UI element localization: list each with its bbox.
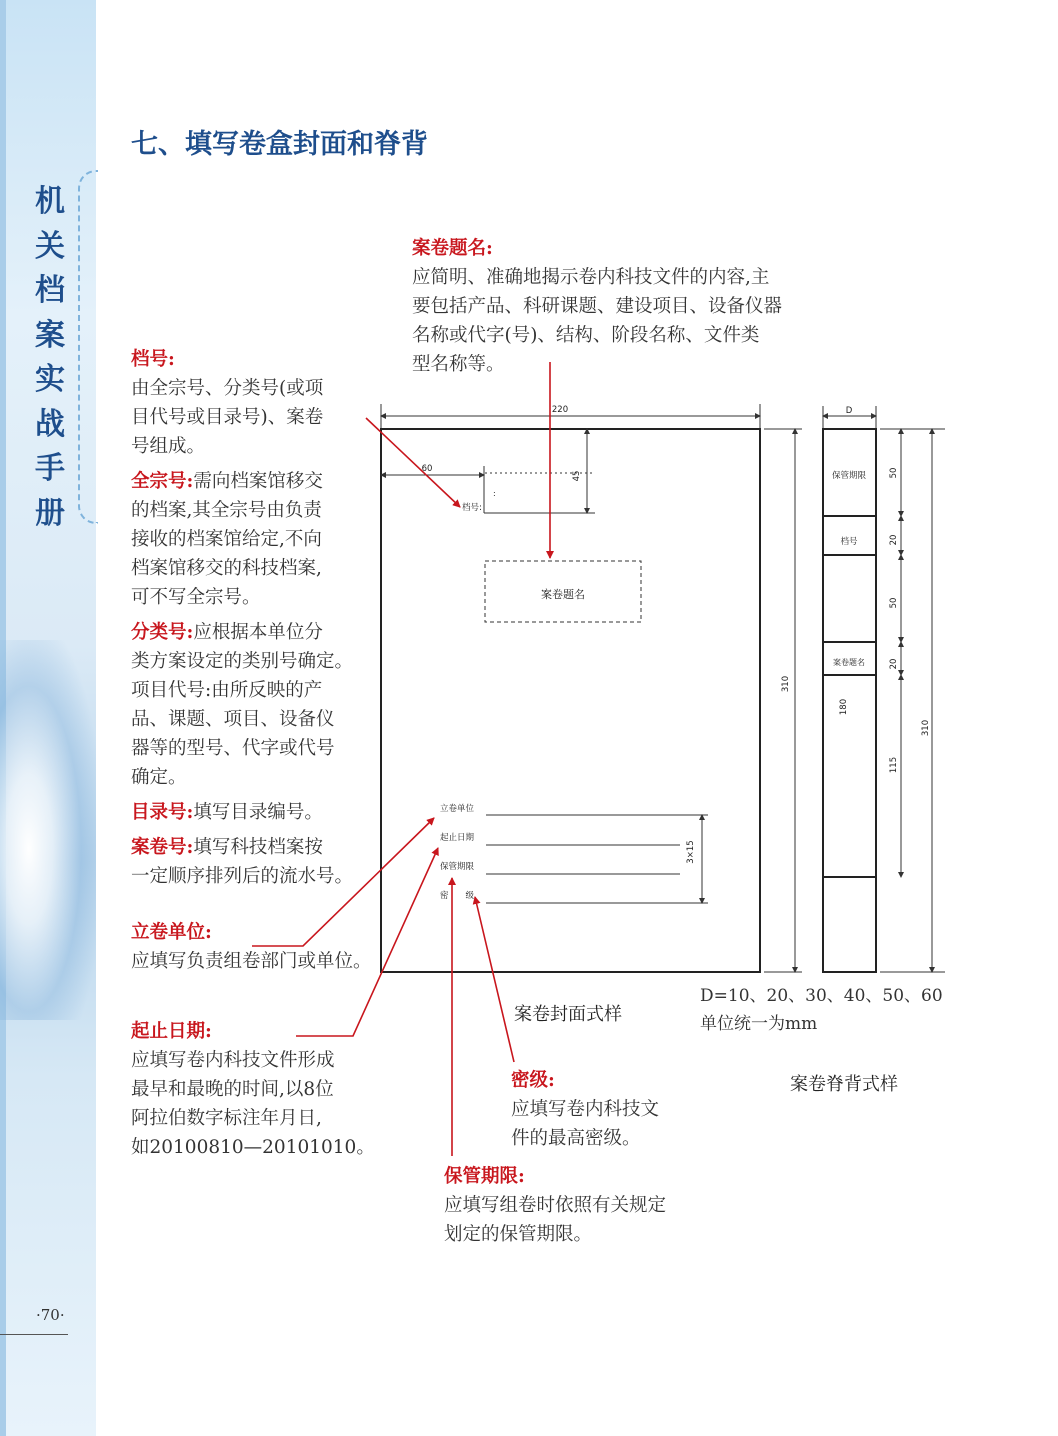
note-line: 应填写组卷时依照有关规定 xyxy=(444,1195,667,1216)
book-title-char: 战 xyxy=(35,406,65,442)
offset-x-label: 60 xyxy=(421,464,433,474)
book-title-char: 手 xyxy=(35,451,65,486)
spine-caption: 案卷脊背式样 xyxy=(790,1074,898,1095)
spine-labels xyxy=(832,406,931,773)
page-title: 七、填写卷盒封面和脊背 xyxy=(131,129,428,160)
note-line: 如20100810—20101010。 xyxy=(131,1137,375,1158)
book-title-char: 案 xyxy=(35,317,65,353)
callout-arrows xyxy=(252,362,550,1156)
note-heading: 案卷号: xyxy=(131,837,194,858)
book-title-char: 机 xyxy=(35,184,65,219)
note-heading: 分类号: xyxy=(131,622,194,643)
spine-outline xyxy=(823,429,876,972)
note-line: 阿拉伯数字标注年月日, xyxy=(131,1108,322,1129)
spine-dim-label: 115 xyxy=(889,756,899,774)
cover-title-box-label: 案卷题名 xyxy=(541,588,585,601)
note-line: 确定。 xyxy=(131,767,187,788)
note-line: 可不写全宗号。 xyxy=(131,587,261,608)
note-line: 的档案,其全宗号由负责 xyxy=(131,500,322,521)
note-line: 号组成。 xyxy=(131,436,206,457)
book-title-char: 档 xyxy=(35,273,65,308)
note-line: 名称或代字(号)、结构、阶段名称、文件类 xyxy=(412,325,760,346)
cover-height-label: 310 xyxy=(781,675,791,693)
note-line: 接收的档案馆给定,不向 xyxy=(131,529,322,550)
arrow-secrecy xyxy=(475,897,514,1062)
cover-row-label: 密 级 xyxy=(440,891,475,901)
book-title-char: 册 xyxy=(35,495,65,531)
colon-mark: : xyxy=(493,489,496,498)
note-heading: 档号: xyxy=(131,349,175,370)
note-heading: 密级: xyxy=(511,1070,555,1091)
note-line: 档案馆移交的科技档案, xyxy=(131,558,322,579)
note-line: 要包括产品、科研课题、建设项目、设备仪器 xyxy=(412,296,783,317)
book-title-char: 关 xyxy=(35,228,65,264)
spine-section-label: 保管期限 xyxy=(831,471,867,481)
offset-y-label: 45 xyxy=(572,470,582,482)
note-heading: 案卷题名: xyxy=(412,238,493,259)
cover-row-label: 立卷单位 xyxy=(440,804,475,814)
note-line: 应根据本单位分 xyxy=(193,622,323,643)
note-heading: 立卷单位: xyxy=(131,922,212,943)
note-line: 类方案设定的类别号确定。 xyxy=(131,651,354,672)
note-line: 型名称等。 xyxy=(412,354,505,375)
cover-outline xyxy=(381,429,760,972)
page-number: ·70· xyxy=(36,1306,65,1324)
note-line: 件的最高密级。 xyxy=(511,1128,641,1149)
spine-note-line: D=10、20、30、40、50、60 xyxy=(700,986,943,1006)
spine-inner-height-label: 180 xyxy=(839,698,849,716)
book-title-char: 实 xyxy=(35,362,65,397)
note-line: 一定顺序排列后的流水号。 xyxy=(131,866,354,887)
spine-dim-label: 20 xyxy=(889,658,899,670)
note-line: 填写目录编号。 xyxy=(193,802,323,823)
cover-width-label: 220 xyxy=(551,405,569,415)
note-line: 填写科技档案按 xyxy=(193,837,323,858)
spine-dim-label: 50 xyxy=(889,597,899,609)
note-line: 应简明、准确地揭示卷内科技文件的内容,主 xyxy=(412,267,770,288)
note-line: 目代号或目录号)、案卷 xyxy=(131,407,324,428)
cover-diagram xyxy=(381,429,760,972)
note-heading: 目录号: xyxy=(131,802,194,823)
page-number-rule xyxy=(0,1334,68,1335)
note-line: 划定的保管期限。 xyxy=(444,1224,593,1245)
cover-labels xyxy=(422,405,791,901)
arrow-unit xyxy=(252,818,434,946)
note-line: 应填写卷内科技文件形成 xyxy=(131,1050,335,1071)
note-heading: 保管期限: xyxy=(444,1166,525,1187)
spine-diagram xyxy=(823,429,876,972)
cover-caption: 案卷封面式样 xyxy=(514,1004,622,1025)
spine-width-label: D xyxy=(845,406,853,416)
spine-dim-label: 50 xyxy=(889,467,899,479)
spine-section-label: 档号 xyxy=(840,537,858,547)
note-line: 项目代号:由所反映的产 xyxy=(131,680,323,701)
spine-dim-label: 20 xyxy=(889,534,899,546)
spine-note-line: 单位统一为mm xyxy=(700,1014,818,1034)
spine-height-label: 310 xyxy=(921,719,931,737)
note-line: 最早和最晚的时间,以8位 xyxy=(131,1079,334,1100)
note-line: 品、课题、项目、设备仪 xyxy=(131,709,335,730)
note-line: 应填写卷内科技文 xyxy=(511,1099,660,1120)
note-line: 需向档案馆移交 xyxy=(193,471,323,492)
arrow-dates xyxy=(296,848,438,1036)
cover-file-number-label: 档号: xyxy=(462,503,482,513)
note-line: 由全宗号、分类号(或项 xyxy=(131,378,324,399)
note-line: 应填写负责组卷部门或单位。 xyxy=(131,951,372,972)
cover-row-label: 保管期限 xyxy=(440,862,475,872)
row-spacing-label: 3×15 xyxy=(686,840,696,864)
spine-section-label: 案卷题名 xyxy=(833,658,865,667)
note-heading: 起止日期: xyxy=(131,1021,212,1042)
cover-row-label: 起止日期 xyxy=(440,833,475,843)
note-heading: 全宗号: xyxy=(131,471,194,492)
note-line: 器等的型号、代字或代号 xyxy=(131,738,335,759)
